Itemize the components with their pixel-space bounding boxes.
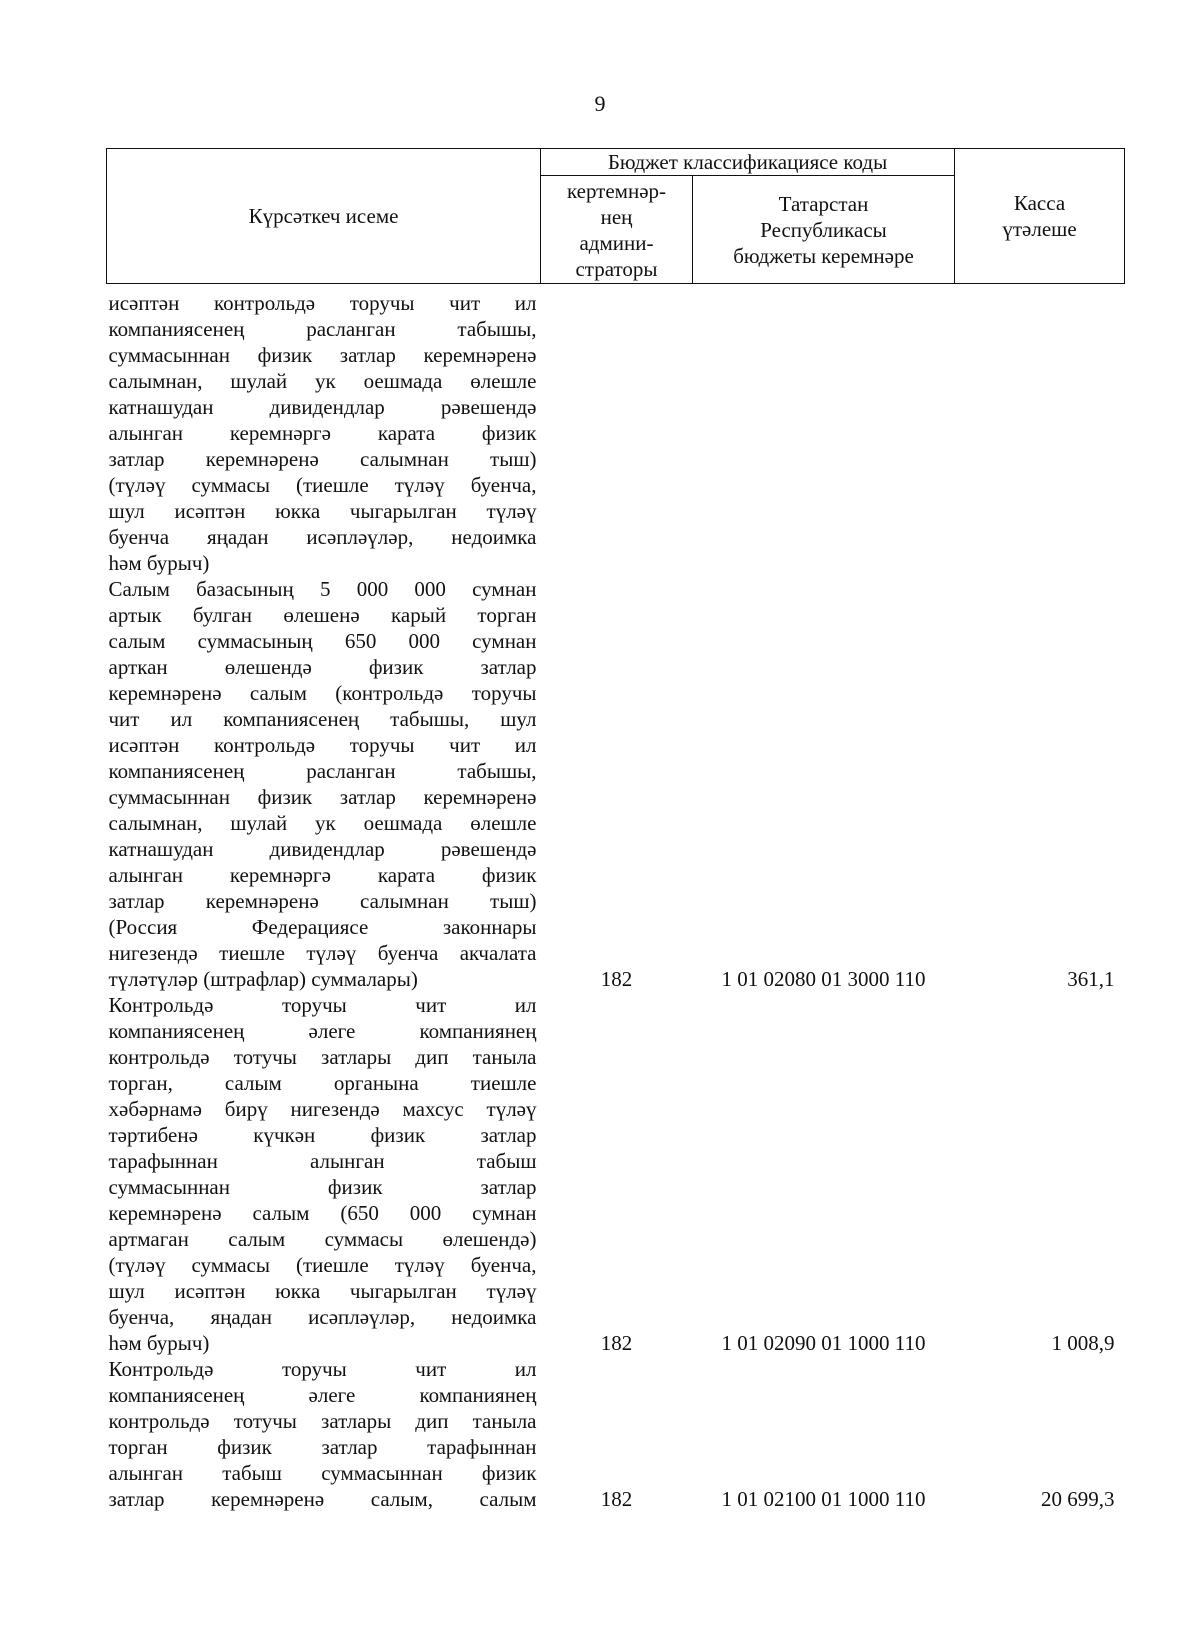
budget-table — [106, 148, 1125, 1512]
text-line: суммасыннан физик затлар — [108, 1175, 537, 1199]
text-line: һәм бурыч) — [108, 551, 210, 575]
text-line: катнашудан дивидендлар рәвешендә — [108, 395, 537, 419]
text-line: арткан өлешендә физик затлар — [108, 655, 537, 679]
text-line: нигезендә тиешле түләү буенча акчалата — [108, 941, 537, 965]
indicator-name-cell — [107, 284, 541, 577]
text-line: Контрольдә торучы чит ил — [108, 993, 537, 1017]
administrator-code-cell: 182 — [600, 967, 633, 991]
text-line: керемнәренә салым (контрольдә торучы — [108, 681, 537, 705]
text-line: компаниясенең расланган табышы, — [108, 759, 537, 783]
text-line: буенча яңадан исәпләүләр, недоимка — [108, 525, 537, 549]
text-line: түләтүләр (штрафлар) суммалары) — [108, 967, 418, 991]
amount-cell — [955, 284, 1125, 577]
text-line: контрольдә тотучы затлары дип таныла — [108, 1045, 537, 1069]
budget-code-cell: 1 01 02090 01 1000 110 — [721, 1331, 926, 1355]
text-line: суммасыннан физик затлар керемнәренә — [108, 343, 537, 367]
text-line: салым суммасының 650 000 сумнан — [108, 629, 537, 653]
text-line: хәбәрнамә бирү нигезендә махсус түләү — [108, 1097, 537, 1121]
budget-code-cell: 1 01 02080 01 3000 110 — [721, 967, 926, 991]
amount-cell: 361,1 — [1067, 967, 1115, 991]
text-line: шул исәптән юкка чыгарылган түләү — [108, 1279, 537, 1303]
header-revenues-line: Татарстан — [778, 191, 869, 216]
text-line: салымнан, шулай ук оешмада өлешле — [108, 811, 537, 835]
table-row — [107, 284, 1125, 577]
text-line: керемнәренә салым (650 000 сумнан — [108, 1201, 537, 1225]
budget-code-cell — [693, 284, 955, 577]
text-line: (Россия Федерациясе законнары — [108, 915, 537, 939]
text-line: шул исәптән юкка чыгарылган түләү — [108, 499, 537, 523]
header-administrator-line: нең — [600, 204, 633, 229]
header-indicator-name: Күрсәткеч исеме — [107, 149, 541, 284]
page-number: 9 — [594, 91, 606, 116]
text-line: суммасыннан физик затлар керемнәренә — [108, 785, 537, 809]
text-line: торган физик затлар тарафыннан — [108, 1435, 537, 1459]
text-line: торган, салым органына тиешле — [108, 1071, 537, 1095]
text-line: Салым базасының 5 000 000 сумнан — [108, 577, 537, 601]
text-line: компаниясенең әлеге компаниянең — [108, 1019, 537, 1043]
indicator-name-cell — [107, 1356, 541, 1512]
text-line: затлар керемнәренә салымнан тыш) — [108, 889, 537, 913]
text-line: катнашудан дивидендлар рәвешендә — [108, 837, 537, 861]
text-line: компаниясенең расланган табышы, — [108, 317, 537, 341]
header-administrator-line: кертемнәр- — [566, 178, 667, 203]
budget-code-cell: 1 01 02100 01 1000 110 — [721, 1487, 926, 1511]
header-administrator — [541, 176, 693, 284]
text-line: чит ил компаниясенең табышы, шул — [108, 707, 537, 731]
text-line: (түләү суммасы (тиешле түләү буенча, — [108, 473, 537, 497]
text-line: Контрольдә торучы чит ил — [108, 1357, 537, 1381]
amount-cell: 1 008,9 — [1051, 1331, 1115, 1355]
header-budget-code-group: Бюджет классификациясе коды — [541, 149, 955, 176]
table-row — [107, 992, 1125, 1356]
text-line: тәртибенә күчкән физик затлар — [108, 1123, 537, 1147]
header-revenues-line: бюджеты керемнәре — [733, 243, 914, 268]
text-line: буенча, яңадан исәпләүләр, недоимка — [108, 1305, 537, 1329]
table-row — [107, 1356, 1125, 1512]
header-cash-execution-line: үтәлеше — [1002, 217, 1077, 241]
text-line: (түләү суммасы (тиешле түләү буенча, — [108, 1253, 537, 1277]
text-line: исәптән контрольдә торучы чит ил — [108, 733, 537, 757]
header-cash-execution-line: Касса — [1013, 191, 1066, 215]
header-revenues-line: Республикасы — [760, 217, 887, 242]
text-line: салымнан, шулай ук оешмада өлешле — [108, 369, 537, 393]
table-body — [107, 284, 1125, 1513]
header-cash-execution — [955, 149, 1125, 284]
header-administrator-line: страторы — [575, 256, 658, 281]
text-line: исәптән контрольдә торучы чит ил — [108, 291, 537, 315]
header-administrator-line: админи- — [579, 230, 654, 255]
administrator-code-cell: 182 — [600, 1487, 633, 1511]
text-line: тарафыннан алынган табыш — [108, 1149, 537, 1173]
text-line: контрольдә тотучы затлары дип таныла — [108, 1409, 537, 1433]
text-line: алынган табыш суммасыннан физик — [108, 1461, 537, 1485]
text-line: һәм бурыч) — [108, 1331, 210, 1355]
text-line: алынган керемнәргә карата физик — [108, 863, 537, 887]
table-row — [107, 576, 1125, 992]
text-line: затлар керемнәренә салымнан тыш) — [108, 447, 537, 471]
indicator-name-cell — [107, 576, 541, 992]
indicator-name-cell — [107, 992, 541, 1356]
text-line: артмаган салым суммасы өлешендә) — [108, 1227, 537, 1251]
administrator-code-cell — [541, 284, 693, 577]
text-line: артык булган өлешенә карый торган — [108, 603, 537, 627]
header-republic-budget-revenues — [693, 176, 955, 284]
amount-cell: 20 699,3 — [1041, 1487, 1115, 1511]
administrator-code-cell: 182 — [600, 1331, 633, 1355]
text-line: затлар керемнәренә салым, салым — [108, 1487, 537, 1511]
table-header — [107, 149, 1125, 284]
text-line: алынган керемнәргә карата физик — [108, 421, 537, 445]
text-line: компаниясенең әлеге компаниянең — [108, 1383, 537, 1407]
